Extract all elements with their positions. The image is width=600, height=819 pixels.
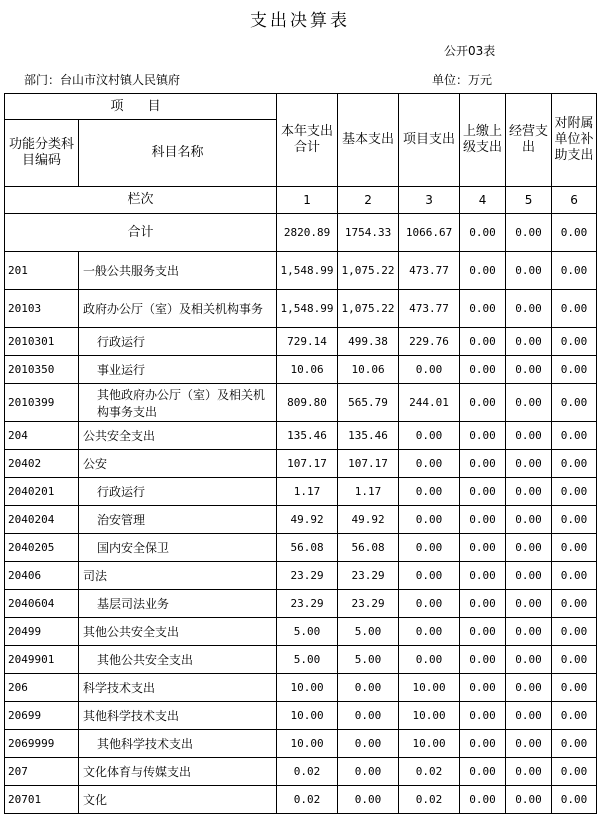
value-cell: 0.02 — [399, 786, 460, 814]
value-cell: 0.00 — [460, 290, 506, 328]
value-cell: 0.00 — [460, 618, 506, 646]
value-cell: 0.00 — [506, 422, 552, 450]
total-value: 0.00 — [460, 214, 506, 252]
value-cell: 135.46 — [277, 422, 338, 450]
row-no: 6 — [552, 187, 597, 214]
value-cell: 0.00 — [460, 450, 506, 478]
value-cell: 0.00 — [460, 478, 506, 506]
subject-name: 其他公共安全支出 — [79, 646, 277, 674]
value-cell: 0.00 — [460, 252, 506, 290]
unit-label: 单位：万元 — [432, 73, 493, 87]
value-cell: 1,075.22 — [338, 290, 399, 328]
value-cell: 0.00 — [506, 646, 552, 674]
table-row — [5, 328, 597, 356]
header-col-3: 项目支出 — [399, 94, 460, 187]
value-cell: 0.00 — [506, 290, 552, 328]
header-col-6: 对附属单位补助支出 — [552, 94, 597, 187]
value-cell: 0.00 — [552, 674, 597, 702]
value-cell: 0.00 — [552, 328, 597, 356]
table-row — [5, 590, 597, 618]
value-cell: 0.00 — [460, 674, 506, 702]
subject-name: 一般公共服务支出 — [79, 252, 277, 290]
value-cell: 0.00 — [506, 562, 552, 590]
table-row — [5, 534, 597, 562]
header-name: 科目名称 — [79, 120, 277, 187]
subject-code: 204 — [5, 422, 79, 450]
value-cell: 0.00 — [399, 478, 460, 506]
table-row — [5, 290, 597, 328]
subject-code: 2040205 — [5, 534, 79, 562]
value-cell: 0.00 — [460, 562, 506, 590]
header-item: 项 目 — [5, 94, 277, 120]
table-row — [5, 758, 597, 786]
value-cell: 0.00 — [552, 290, 597, 328]
subject-name: 公共安全支出 — [79, 422, 277, 450]
table-row — [5, 702, 597, 730]
table-row — [5, 506, 597, 534]
row-no: 4 — [460, 187, 506, 214]
total-value: 0.00 — [506, 214, 552, 252]
value-cell: 56.08 — [277, 534, 338, 562]
value-cell: 0.00 — [460, 590, 506, 618]
value-cell: 5.00 — [277, 618, 338, 646]
row-no: 5 — [506, 187, 552, 214]
value-cell: 1,548.99 — [277, 252, 338, 290]
total-value: 1066.67 — [399, 214, 460, 252]
value-cell: 0.00 — [552, 590, 597, 618]
value-cell: 23.29 — [338, 562, 399, 590]
value-cell: 49.92 — [338, 506, 399, 534]
value-cell: 0.00 — [399, 422, 460, 450]
value-cell: 0.00 — [506, 328, 552, 356]
value-cell: 0.00 — [506, 674, 552, 702]
subject-name: 政府办公厅（室）及相关机构事务 — [79, 290, 277, 328]
department-name: 台山市汶村镇人民镇府 — [60, 73, 181, 87]
value-cell: 0.00 — [338, 702, 399, 730]
value-cell: 1,075.22 — [338, 252, 399, 290]
table-row — [5, 384, 597, 422]
value-cell: 10.00 — [277, 730, 338, 758]
value-cell: 0.00 — [552, 618, 597, 646]
subject-name: 行政运行 — [79, 478, 277, 506]
subject-code: 201 — [5, 252, 79, 290]
value-cell: 0.00 — [552, 646, 597, 674]
subject-code: 2010301 — [5, 328, 79, 356]
value-cell: 565.79 — [338, 384, 399, 422]
value-cell: 0.00 — [399, 618, 460, 646]
value-cell: 0.00 — [552, 252, 597, 290]
total-value: 0.00 — [552, 214, 597, 252]
value-cell: 0.00 — [399, 562, 460, 590]
subject-name: 国内安全保卫 — [79, 534, 277, 562]
table-row — [5, 252, 597, 290]
value-cell: 0.00 — [506, 384, 552, 422]
subject-name: 其他科学技术支出 — [79, 702, 277, 730]
subject-name: 其他政府办公厅（室）及相关机构事务支出 — [79, 384, 277, 422]
total-value: 1754.33 — [338, 214, 399, 252]
subject-name: 司法 — [79, 562, 277, 590]
row-no: 2 — [338, 187, 399, 214]
value-cell: 0.00 — [552, 786, 597, 814]
value-cell: 0.02 — [399, 758, 460, 786]
form-number: 公开03表 — [444, 44, 496, 58]
subject-code: 2040201 — [5, 478, 79, 506]
subject-code: 207 — [5, 758, 79, 786]
value-cell: 107.17 — [338, 450, 399, 478]
subject-code: 20406 — [5, 562, 79, 590]
subject-name: 文化 — [79, 786, 277, 814]
row-no-label: 栏次 — [5, 187, 277, 214]
department-label: 部门： — [24, 73, 61, 87]
value-cell: 473.77 — [399, 252, 460, 290]
value-cell: 0.00 — [552, 702, 597, 730]
value-cell: 0.00 — [399, 506, 460, 534]
value-cell: 0.00 — [506, 534, 552, 562]
value-cell: 0.00 — [506, 758, 552, 786]
value-cell: 0.00 — [552, 422, 597, 450]
value-cell: 0.00 — [506, 590, 552, 618]
value-cell: 49.92 — [277, 506, 338, 534]
table-row — [5, 478, 597, 506]
value-cell: 0.00 — [460, 422, 506, 450]
value-cell: 107.17 — [277, 450, 338, 478]
subject-code: 206 — [5, 674, 79, 702]
table-row — [5, 618, 597, 646]
value-cell: 0.00 — [552, 534, 597, 562]
value-cell: 1.17 — [338, 478, 399, 506]
row-no: 1 — [277, 187, 338, 214]
total-label: 合计 — [5, 214, 277, 252]
value-cell: 0.00 — [506, 702, 552, 730]
subject-code: 20402 — [5, 450, 79, 478]
subject-name: 基层司法业务 — [79, 590, 277, 618]
header-col-5: 经营支出 — [506, 94, 552, 187]
value-cell: 0.00 — [338, 730, 399, 758]
value-cell: 0.00 — [552, 730, 597, 758]
table-row — [5, 786, 597, 814]
value-cell: 729.14 — [277, 328, 338, 356]
table-row — [5, 450, 597, 478]
subject-code: 2049901 — [5, 646, 79, 674]
page-title: 支出决算表 — [250, 11, 350, 31]
value-cell: 0.00 — [552, 384, 597, 422]
subject-name: 治安管理 — [79, 506, 277, 534]
value-cell: 0.00 — [460, 534, 506, 562]
value-cell: 0.00 — [506, 506, 552, 534]
department-line — [24, 71, 180, 88]
value-cell: 809.80 — [277, 384, 338, 422]
value-cell: 0.00 — [506, 730, 552, 758]
value-cell: 0.02 — [277, 786, 338, 814]
value-cell: 0.00 — [506, 356, 552, 384]
subject-code: 2040204 — [5, 506, 79, 534]
value-cell: 23.29 — [277, 590, 338, 618]
subject-code: 2010350 — [5, 356, 79, 384]
subject-code: 20103 — [5, 290, 79, 328]
value-cell: 473.77 — [399, 290, 460, 328]
value-cell: 0.00 — [506, 618, 552, 646]
subject-name: 行政运行 — [79, 328, 277, 356]
value-cell: 1.17 — [277, 478, 338, 506]
subject-name: 公安 — [79, 450, 277, 478]
value-cell: 0.00 — [506, 478, 552, 506]
value-cell: 0.02 — [277, 758, 338, 786]
subject-name: 文化体育与传媒支出 — [79, 758, 277, 786]
value-cell: 23.29 — [338, 590, 399, 618]
value-cell: 0.00 — [460, 328, 506, 356]
table-row — [5, 730, 597, 758]
value-cell: 10.00 — [399, 674, 460, 702]
row-no: 3 — [399, 187, 460, 214]
subject-name: 其他公共安全支出 — [79, 618, 277, 646]
value-cell: 1,548.99 — [277, 290, 338, 328]
value-cell: 0.00 — [399, 646, 460, 674]
subject-name: 科学技术支出 — [79, 674, 277, 702]
value-cell: 5.00 — [277, 646, 338, 674]
value-cell: 10.06 — [338, 356, 399, 384]
subject-name: 其他科学技术支出 — [79, 730, 277, 758]
table-row — [5, 356, 597, 384]
expenditure-table — [4, 93, 597, 814]
value-cell: 10.06 — [277, 356, 338, 384]
value-cell: 499.38 — [338, 328, 399, 356]
table-row — [5, 646, 597, 674]
value-cell: 229.76 — [399, 328, 460, 356]
value-cell: 23.29 — [277, 562, 338, 590]
value-cell: 56.08 — [338, 534, 399, 562]
value-cell: 0.00 — [399, 356, 460, 384]
total-row — [5, 214, 597, 252]
value-cell: 0.00 — [399, 450, 460, 478]
table-row — [5, 674, 597, 702]
value-cell: 0.00 — [506, 252, 552, 290]
value-cell: 0.00 — [460, 506, 506, 534]
value-cell: 0.00 — [338, 786, 399, 814]
value-cell: 10.00 — [399, 702, 460, 730]
value-cell: 0.00 — [552, 478, 597, 506]
subject-code: 20499 — [5, 618, 79, 646]
table-row — [5, 562, 597, 590]
value-cell: 0.00 — [552, 562, 597, 590]
value-cell: 0.00 — [460, 384, 506, 422]
value-cell: 0.00 — [460, 356, 506, 384]
header-col-1: 本年支出合计 — [277, 94, 338, 187]
value-cell: 0.00 — [460, 702, 506, 730]
value-cell: 0.00 — [552, 758, 597, 786]
value-cell: 10.00 — [277, 702, 338, 730]
value-cell: 0.00 — [552, 506, 597, 534]
header-col-2: 基本支出 — [338, 94, 399, 187]
value-cell: 244.01 — [399, 384, 460, 422]
value-cell: 135.46 — [338, 422, 399, 450]
value-cell: 0.00 — [338, 758, 399, 786]
header-col-4: 上缴上级支出 — [460, 94, 506, 187]
value-cell: 10.00 — [277, 674, 338, 702]
value-cell: 10.00 — [399, 730, 460, 758]
value-cell: 0.00 — [552, 450, 597, 478]
value-cell: 0.00 — [460, 730, 506, 758]
table-row — [5, 422, 597, 450]
subject-name: 事业运行 — [79, 356, 277, 384]
value-cell: 0.00 — [399, 534, 460, 562]
value-cell: 0.00 — [460, 646, 506, 674]
value-cell: 0.00 — [399, 590, 460, 618]
subject-code: 2040604 — [5, 590, 79, 618]
value-cell: 0.00 — [460, 786, 506, 814]
value-cell: 0.00 — [460, 758, 506, 786]
value-cell: 0.00 — [506, 450, 552, 478]
subject-code: 20701 — [5, 786, 79, 814]
value-cell: 0.00 — [506, 786, 552, 814]
value-cell: 5.00 — [338, 618, 399, 646]
value-cell: 5.00 — [338, 646, 399, 674]
subject-code: 2010399 — [5, 384, 79, 422]
total-value: 2820.89 — [277, 214, 338, 252]
value-cell: 0.00 — [552, 356, 597, 384]
subject-code: 2069999 — [5, 730, 79, 758]
header-code: 功能分类科目编码 — [5, 120, 79, 187]
subject-code: 20699 — [5, 702, 79, 730]
value-cell: 0.00 — [338, 674, 399, 702]
